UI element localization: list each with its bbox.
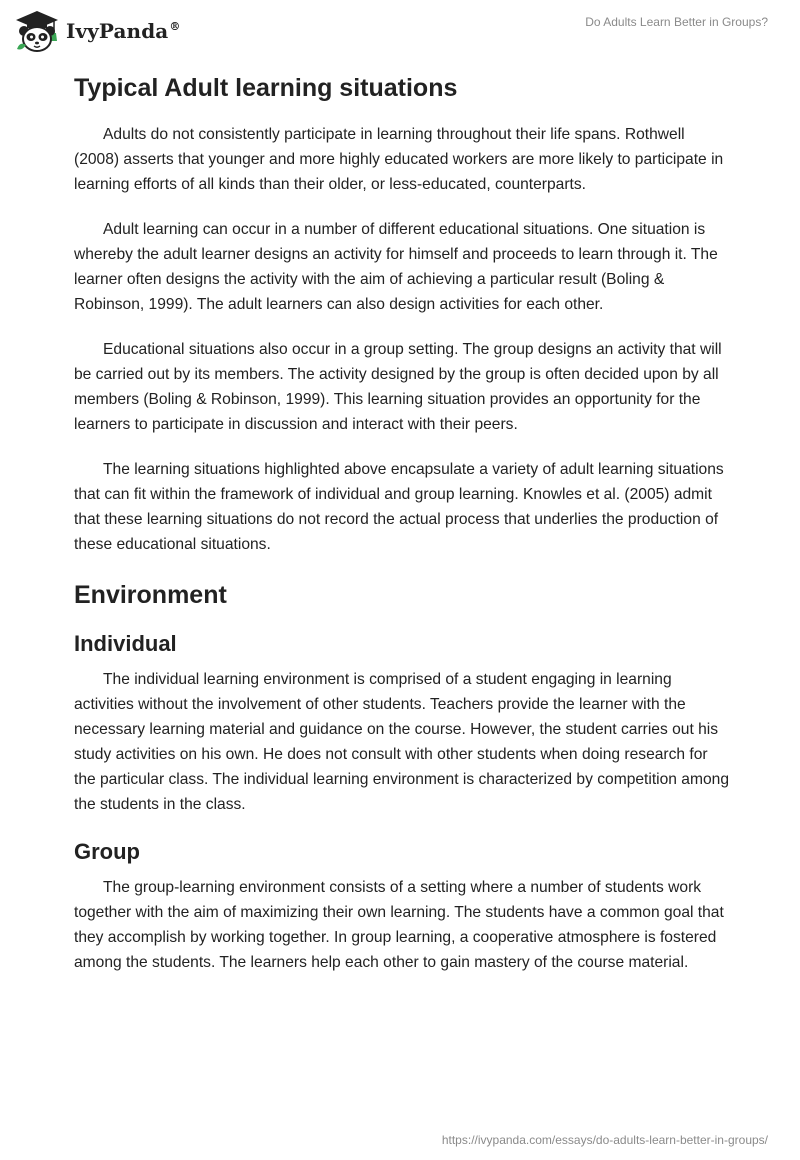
subsection-heading-group: Group <box>74 839 140 864</box>
paragraph: The individual learning environment is comprised of a student engaging in learning activities without the involvement of other students. Teachers provide the learner with the necessary learning material and guidance on the course. However, the student carries out his study activities on his own. He does not consult with other students when doing research for the particular class. The individual learning environment is characterized by competition among the students in the class. <box>74 671 729 813</box>
paragraph: The learning situations highlighted above encapsulate a variety of adult learning situations that can fit within the framework of individual and group learning. Knowles et al. (2005) admit that these learning situations do not record the actual process that underlies the production of these educational situations. <box>74 461 724 553</box>
section-heading-environment: Environment <box>74 581 227 609</box>
brand-name: IvyPanda® <box>66 19 181 43</box>
paragraph: The group-learning environment consists of a setting where a number of students work together with the aim of maximizing their own learning. The students have a common goal that they accomplish by working together. In group learning, a cooperative atmosphere is fostered among the students. The learners help each other to gain mastery of the course material. <box>74 879 724 971</box>
panda-graduate-icon <box>14 9 60 53</box>
section-heading-typical: Typical Adult learning situations <box>74 74 458 102</box>
source-url[interactable]: https://ivypanda.com/essays/do-adults-learn-better-in-groups/ <box>441 1133 768 1147</box>
paragraph: Adults do not consistently participate in learning throughout their life spans. Rothwell (2008) asserts that younger and more highly educated workers are more likely to participate in learning efforts of all kinds than their older, or less-educated, counterparts. <box>74 126 724 193</box>
paragraph: Adult learning can occur in a number of different educational situations. One situation is whereby the adult learner designs an activity for himself and proceeds to learn through it. The learner often designs the activity with the aim of achieving a particular result (Boling & Robinson, 1999). The adult learners can also design activities for each other. <box>74 221 718 313</box>
brand-logo[interactable] <box>14 8 180 54</box>
paragraph: Educational situations also occur in a group setting. The group designs an activity that will be carried out by its members. The activity designed by the group is often decided upon by all members (Boling & Robinson, 1999). This learning situation provides an opportunity for the learners to participate in discussion and interact with their peers. <box>74 341 722 433</box>
page-header <box>0 0 800 62</box>
essay-content <box>74 70 730 995</box>
document-title: Do Adults Learn Better in Groups? <box>585 15 768 29</box>
subsection-heading-individual: Individual <box>74 631 177 656</box>
